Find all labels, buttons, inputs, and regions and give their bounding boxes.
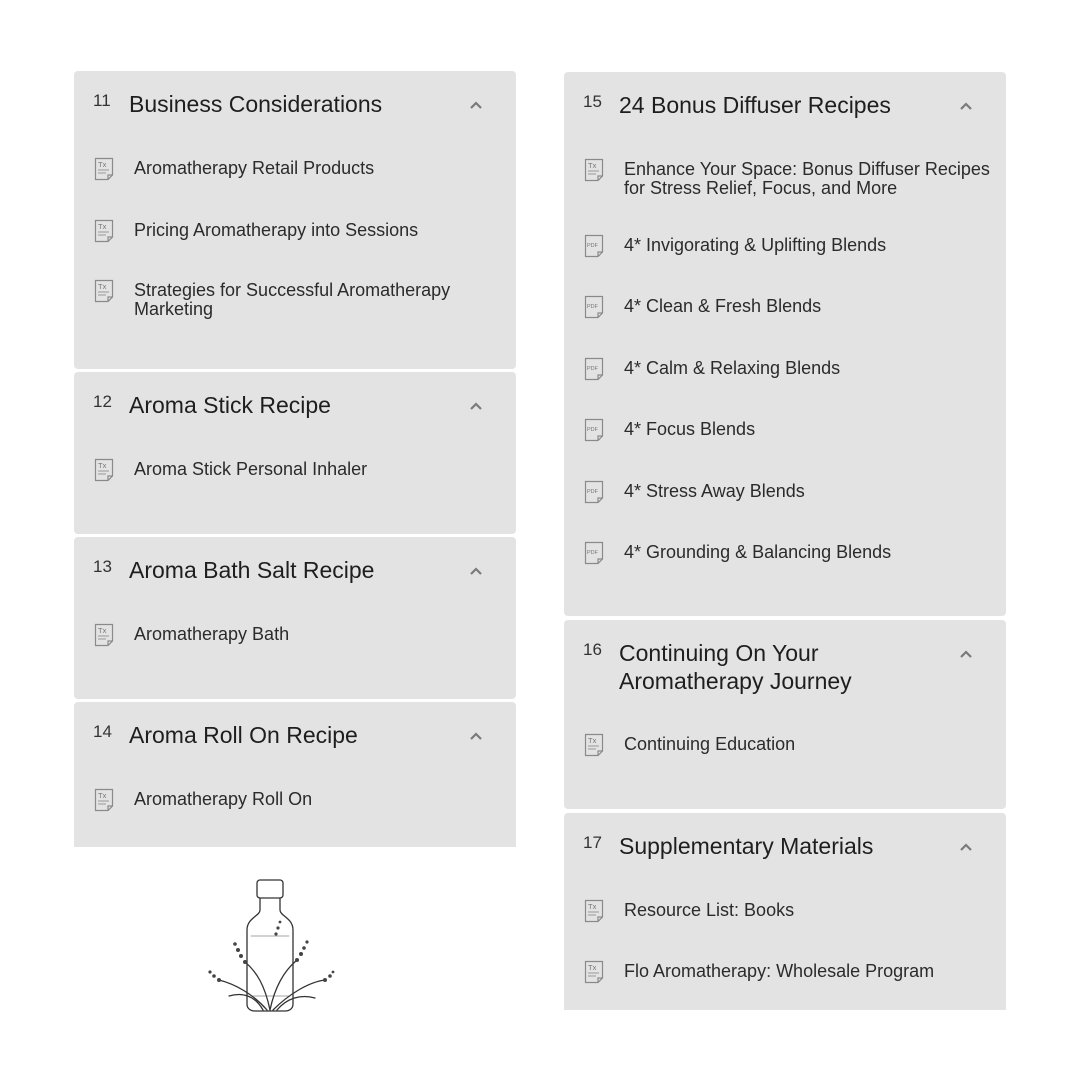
svg-text:PDF: PDF [587, 243, 598, 249]
svg-text:Tx: Tx [588, 161, 597, 170]
text-doc-icon [94, 279, 114, 303]
section-12 [74, 372, 516, 534]
section-header[interactable] [564, 72, 1006, 136]
lesson-label: Flo Aromatherapy: Wholesale Program [624, 961, 935, 981]
svg-text:Tx: Tx [98, 222, 107, 231]
section-header[interactable] [564, 620, 1006, 712]
section-title: Aroma Bath Salt Recipe [129, 557, 375, 583]
lavender-bottle-illustration [205, 876, 335, 1016]
section-number: 17 [583, 833, 602, 852]
lesson-item[interactable] [74, 615, 516, 655]
svg-text:Tx: Tx [588, 736, 597, 745]
text-doc-icon [94, 623, 114, 647]
svg-text:Tx: Tx [98, 160, 107, 169]
lesson-item[interactable] [564, 226, 1006, 266]
chevron-up-icon[interactable] [468, 400, 484, 412]
chevron-up-icon[interactable] [958, 100, 974, 112]
lesson-label: Continuing Education [624, 734, 796, 754]
pdf-doc-icon [584, 295, 604, 319]
section-header[interactable] [74, 71, 516, 135]
svg-text:Tx: Tx [98, 282, 107, 291]
lesson-item[interactable] [564, 410, 1006, 450]
text-doc-icon [584, 733, 604, 757]
lesson-item[interactable] [74, 780, 516, 820]
lesson-item[interactable] [564, 150, 1006, 200]
chevron-up-icon[interactable] [468, 99, 484, 111]
lesson-label: Aromatherapy Roll On [134, 789, 313, 809]
section-title: Supplementary Materials [619, 833, 874, 859]
chevron-up-icon[interactable] [958, 648, 974, 660]
svg-text:PDF: PDF [587, 427, 598, 433]
section-number: 16 [583, 640, 602, 659]
lesson-item[interactable] [74, 211, 516, 251]
lesson-label: Aroma Stick Personal Inhaler [134, 459, 368, 479]
text-doc-icon [94, 788, 114, 812]
lesson-label: Resource List: Books [624, 900, 795, 920]
svg-text:PDF: PDF [587, 366, 598, 372]
lesson-label: 4* Stress Away Blends [624, 481, 805, 501]
section-11 [74, 71, 516, 369]
section-title: Aroma Roll On Recipe [129, 722, 358, 748]
lesson-item[interactable] [564, 533, 1006, 573]
lesson-item[interactable] [564, 952, 1006, 992]
section-17 [564, 813, 1006, 1010]
section-14 [74, 702, 516, 847]
text-doc-icon [584, 158, 604, 182]
lesson-item[interactable] [564, 472, 1006, 512]
chevron-up-icon[interactable] [468, 565, 484, 577]
lesson-label: Enhance Your Space: Bonus Diffuser Recipes for Stress Relief, Focus, and More [624, 159, 990, 198]
lesson-label: 4* Clean & Fresh Blends [624, 296, 822, 316]
svg-text:PDF: PDF [587, 489, 598, 495]
section-16 [564, 620, 1006, 809]
lesson-label: Pricing Aromatherapy into Sessions [134, 220, 419, 240]
svg-text:PDF: PDF [587, 304, 598, 310]
chevron-up-icon[interactable] [468, 730, 484, 742]
lesson-item[interactable] [564, 891, 1006, 931]
lesson-item[interactable] [564, 287, 1006, 327]
pdf-doc-icon [584, 480, 604, 504]
section-number: 11 [93, 91, 111, 110]
text-doc-icon [584, 899, 604, 923]
svg-text:PDF: PDF [587, 550, 598, 556]
section-number: 15 [583, 92, 602, 111]
section-15 [564, 72, 1006, 616]
lesson-item[interactable] [74, 149, 516, 189]
svg-text:Tx: Tx [588, 963, 597, 972]
section-number: 14 [93, 722, 112, 741]
lesson-item[interactable] [564, 349, 1006, 389]
section-title: Aroma Stick Recipe [129, 392, 331, 418]
text-doc-icon [94, 157, 114, 181]
lesson-item[interactable] [74, 450, 516, 490]
svg-text:Tx: Tx [588, 902, 597, 911]
lesson-label: Aromatherapy Retail Products [134, 158, 375, 178]
section-title: Continuing On Your Aromatherapy Journey [619, 640, 852, 694]
pdf-doc-icon [584, 541, 604, 565]
section-title: Business Considerations [129, 91, 383, 117]
lesson-label: 4* Invigorating & Uplifting Blends [624, 235, 887, 255]
lesson-label: 4* Calm & Relaxing Blends [624, 358, 841, 378]
pdf-doc-icon [584, 418, 604, 442]
lesson-label: Aromatherapy Bath [134, 624, 290, 644]
section-number: 13 [93, 557, 112, 576]
text-doc-icon [94, 458, 114, 482]
chevron-up-icon[interactable] [958, 841, 974, 853]
lesson-label: Strategies for Successful Aromatherapy Marketing [134, 280, 451, 319]
section-13 [74, 537, 516, 699]
lesson-item[interactable] [74, 271, 516, 321]
svg-text:Tx: Tx [98, 791, 107, 800]
section-header[interactable] [74, 702, 516, 766]
section-header[interactable] [74, 537, 516, 601]
lesson-label: 4* Focus Blends [624, 419, 756, 439]
section-header[interactable] [564, 813, 1006, 877]
svg-text:Tx: Tx [98, 461, 107, 470]
text-doc-icon [94, 219, 114, 243]
lesson-label: 4* Grounding & Balancing Blends [624, 542, 892, 562]
svg-text:Tx: Tx [98, 626, 107, 635]
section-number: 12 [93, 392, 112, 411]
section-header[interactable] [74, 372, 516, 436]
lesson-item[interactable] [564, 725, 1006, 765]
section-title: 24 Bonus Diffuser Recipes [619, 92, 891, 118]
text-doc-icon [584, 960, 604, 984]
pdf-doc-icon [584, 234, 604, 258]
pdf-doc-icon [584, 357, 604, 381]
